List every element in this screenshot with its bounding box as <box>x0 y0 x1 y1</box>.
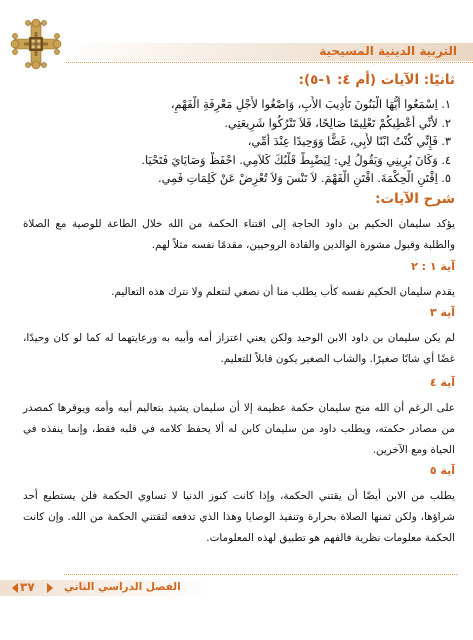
verse-5: ٥. اِقْتَنِ الْحِكْمَةَ. اقْتَنِ الْفَهْمَ. لاَ تَنْسَ وَلاَ تُعْرِضْ عَنْ كَلِمَاتِ فَمِي. <box>158 172 451 185</box>
explanation-intro: يؤكد سليمان الحكيم بن داود الحاجة إلى اقتناء الحكمة من الله خلال الطاعة للوصية مع الصلاة والطلبة وقبول مشورة الوالدين والقادة الروحيين، مقدمًا نفسه مثلاً لهم. <box>23 218 455 251</box>
verse-3: ٣. فَإِنِّي كُنْتُ ابْنًا لأَبِي، غَضًّا وَوَحِيدًا عِنْدَ أُمِّي، <box>247 135 451 148</box>
page-arrow-right-icon <box>47 583 53 593</box>
footer-divider <box>64 574 457 575</box>
page-arrow-left-icon <box>12 583 18 593</box>
ayah-label-5: آية ٥ <box>429 464 455 477</box>
ayah-label-1-2: آية ١ : ٢ <box>411 260 455 273</box>
verse-2: ٢. لأَنِّي أُعْطِيكُمْ تَعْلِيمًا صَالِحًا، فَلاَ تَتْرُكُوا شَرِيعَتِي. <box>224 116 451 130</box>
coptic-cross-icon <box>10 18 62 70</box>
ayah-label-4: آية ٤ <box>429 376 455 389</box>
ayah-text-5: يطلب من الابن أيضًا أن يقتني الحكمة، وإذا كانت كنوز الدنيا لا تساوي الحكمة فلن يستطيع أحد شراؤها، ولكن ثمنها الصلاة بحرارة وتنفيذ الوصايا وهذا الذي تدفعه لتقتني الحكمة من الله. وإن كانت الحكمة معلومات نظرية فالفهم هو تطبيق لهذه المعلومات. <box>23 490 455 544</box>
ayah-text-3: لم يكن سليمان بن داود الابن الوحيد ولكن يعني اعتزاز أمه وأبيه به ورعايتهما له كما لو كان وحيدًا، غضًا أي شابًا صغيرًا. والشاب الصغير يكون قابلاً للتعليم. <box>23 332 455 365</box>
book-title: التربية الدينية المسيحية <box>319 44 457 58</box>
verses-heading: ثانيًا: الآيات (أم ٤: ١-٥): <box>298 72 455 88</box>
ayah-text-1-2: يقدم سليمان الحكيم نفسه كأب يطلب منا أن نصغي لنتعلم ولا نترك هذه التعاليم. <box>111 286 455 298</box>
ayah-text-4: على الرغم أن الله منح سليمان حكمة عظيمة إلا أن سليمان يشيد بتعاليم أبيه وأمه ويوقرها كمصدر من مصادر حكمته، ويطلب داود من سليمان كابن له ألا يحفظ كلامه في قلبه فقط، وإنما ينفذه في الحياة ومع الآخرين. <box>23 402 455 456</box>
explanation-heading: شرح الآيات: <box>375 191 455 207</box>
header-divider <box>66 62 473 63</box>
verse-4: ٤. وَكَانَ يُرِينِي وَيَقُولُ لِي: لِيَضْبِطْ قَلْبُكَ كَلاَمِي. احْفَظْ وَصَايَايَ فَتَحْيَا. <box>141 153 451 167</box>
page-number: ٣٧ <box>20 580 35 594</box>
verses-list <box>31 96 451 189</box>
verse-1: ١. اِسْمَعُوا أَيُّهَا الْبَنُونَ تَأْدِيبَ الأَبِ، وَاصْغُوا لأَجْلِ مَعْرِفَةِ الْفَهْمِ، <box>170 98 451 111</box>
semester-label: الفصل الدراسي الثاني <box>64 581 181 593</box>
ayah-label-3: آية ٣ <box>429 306 455 319</box>
